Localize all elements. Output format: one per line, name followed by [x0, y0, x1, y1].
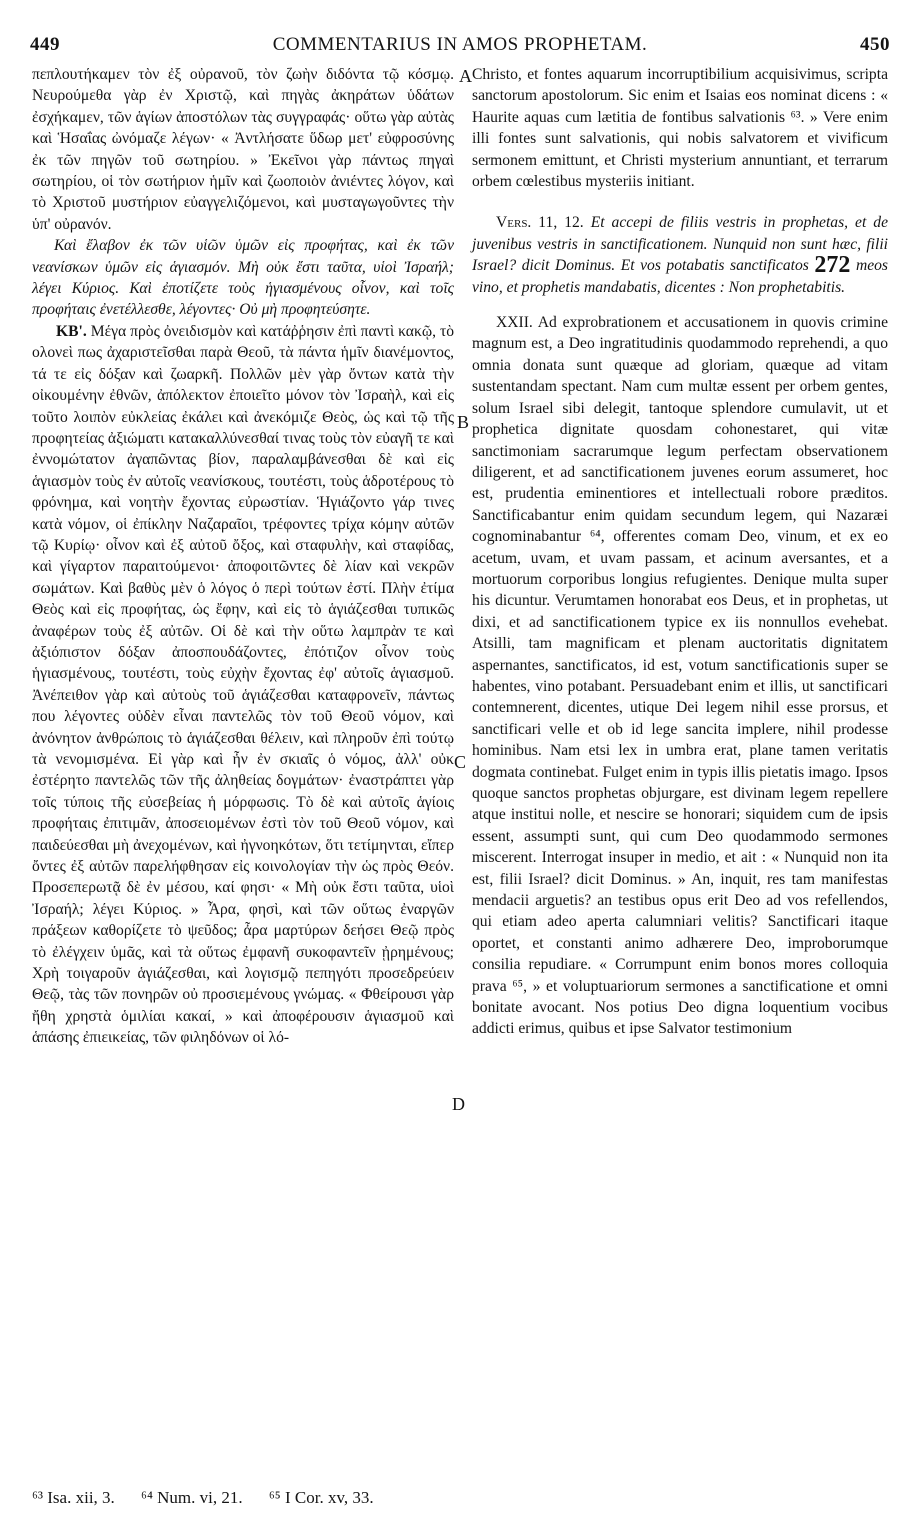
- latin-verse-lemma: [472, 212, 888, 298]
- margin-marker-b: B: [457, 412, 470, 432]
- verse-text-b: meos vino, et prophetis mandabatis, dicentes : Non prophetabitis.: [472, 257, 888, 296]
- margin-marker-c: C: [454, 752, 467, 772]
- greek-section-number: ΚΒ'.: [56, 322, 87, 340]
- verse-text-a: Et accepi de filiis vestris in prophetas, et de juvenibus vestris in sanctificationem. Nunquid non sunt hæc, filii Israel? dicit Dominus. Et vos potabatis sanctificatos: [472, 214, 888, 275]
- latin-section-number: XXII.: [496, 314, 533, 332]
- greek-paragraph-2: [32, 321, 454, 1049]
- page-number-right: 450: [860, 34, 890, 55]
- footnote-63: ⁶³ Isa. xii, 3.: [32, 1488, 115, 1507]
- verse-label: Vers. 11, 12.: [496, 214, 584, 232]
- greek-lemma: Καὶ ἔλαβον ἐκ τῶν υἱῶν ὑμῶν εἰς προφήτας, καὶ ἐκ τῶν νεανίσκων ὑμῶν εἰς ἁγιασμόν. Μὴ οὐκ ἔστι ταῦτα, υἱοὶ Ἰσραήλ; λέγει Κύριος. Καὶ ἐποτίζετε τοὺς ἡγιασμένους οἶνον, καὶ τοῖς προφήταις ἐνετέλλεσθε, λέγοντες· Οὐ μὴ προφητεύσητε.: [32, 237, 454, 319]
- footnote-64: ⁶⁴ Num. vi, 21.: [141, 1488, 243, 1507]
- greek-paragraph-2-text: Μέγα πρὸς ὀνειδισμὸν καὶ κατάῤῥησιν ἐπὶ παντὶ κακῷ, τὸ ολονεὶ πως ἀχαριστεῖσθαι παρὰ Θεοῦ, τὰ πάντα ἡμῖν διανέμοντος, τά τε εἰς δόξαν καὶ ζωαρκῆ. Πολλῶν μὲν γὰρ ὄντων κατὰ τὴν οἰκουμένην ἐθνῶν, ἀπόλεκτον ἐποιεῖτο μόνον τὸν Ἰσραὴλ, καὶ εἰς τοῦτο λοιπὸν εὐκλείας ἐκάλει καὶ ἀνεκόμιζε Θεὸς, ὡς καὶ τῷ τῆς προφητείας ἀξιώματι κατακαλλύνεσθαί τινας τοὺς τὸν εὐαγῆ τε καὶ ἐννομώτατον ἀγαπῶντας βίον, παραλαμβάνεσθαι δὲ καὶ εἰς ἁγιασμὸν τοὺς ἐν αὐτοῖς νεανίσκους, τουτέστι, τοὺς ἁδροτέρους τὸ φρόνημα, καὶ νοητὴν ἔχοντας εὐρωστίαν. Ἡγιάζοντο γάρ τινες κατὰ νόμον, οἱ ἐπίκλην Ναζαραῖοι, τρέφοντες τρίχα κόμην αὐτῶν τῷ Κυρίῳ· οἶνον καὶ ἐξ αὐτοῦ ὄξος, καὶ σταφυλὴν, καὶ σταφίδας, καὶ γίγαρτον παραιτούμενοι· ἀποφοιτῶντες δὲ λίαν καὶ νεκρῶν σωμάτων. Καὶ βαθὺς μὲν ὁ λόγος ὁ περὶ τούτων ἐστί. Πλὴν ἐτίμα Θεὸς καὶ εἰς προφήτας, ὡς ἔφην, καὶ εἰς τὸ ἁγιάζεσθαι τυπικῶς ἀναφέρων τοὺς ἐξ αὐτῶν. Οἱ δὲ καὶ τὴν οὕτω λαμπρὰν τε καὶ ἀξιόπιστον δόξαν ἀποσπουδάζοντες, ἐπότιζον οἶνον τοὺς ἡγιασμένους, τουτέστι, τοὺς εὐχὴν ἔχοντας ἐφ' αὐτοῖς ἁγιασμοῦ. Ἀνέπειθον γὰρ καὶ αὐτοὺς τοῦ ἁγιάζεσθαι καταφρονεῖν, πάντως που λέγοντες οὐδὲν εἶναι παντελῶς τὸν τοῦ Θεοῦ νόμον, καὶ ἀνόνητον ἀνθρώποις τὸ ἁγιάζεσθαι θέλειν, καὶ πληροῦν ἐπὶ τούτῳ τὰ νενομισμένα. Εἰ γὰρ καὶ ἦν ἐν σκιαῖς ὁ νόμος, ἀλλ' οὐκ ἐστέρητο παντελῶς τῶν τῆς ἀληθείας δογμάτων· ἐναστράπτει γὰρ τοῖς τύποις τῆς εὐσεβείας ἡ μόρφωσις. Τὸ δὲ καὶ αὐτοῖς ἁγίοις προφήταις ἐπιτιμᾶν, ἀποσειομένων ἐστὶ τὸν τοῦ Θεοῦ νόμον, καὶ παιδεύεσθαι μὴ ἀνεχομένων, καὶ ἠγνοηκότων, ὅτι τετίμηνται, εἴπερ ὄντες ἐξ αὐτῶν παρελήφθησαν εἰς κοινολογίαν τὴν ὡς πρὸς Θεόν. Προσεπερωτᾷ δὲ ἐν μέσου, καί φησι· « Μὴ οὐκ ἔστι ταῦτα, υἱοὶ Ἰσραήλ; λέγει Κύριος. » Ἆρα, φησὶ, καὶ τῶν οὕτως ἐναργῶν πράξεων καθορίζετε τὸ ψεῦδος; ἆρα μαρτύρων δεήσει Θεῷ πρὸς τὸ ἐλέγχειν ὑμᾶς, καὶ τὰ οὕτως ἐμφανῆ συκοφαντεῖν ᾐρημένους; Χρὴ τοιγαροῦν ἁγιάζεσθαι, καὶ λογισμῷ πεπηγότι προσεδρεύειν Θεῷ, τὰς τῶν πονηρῶν οὐ προσιεμένους γνώμας. « Φθείρουσι γὰρ ἤθη χρηστὰ ὁμιλίαι κακαί, » καὶ ἀποφέρουσιν ἁγιασμοῦ καὶ ἁπάσης ἐπιεικείας, τῶν φιληδόνων οἱ λό-: [32, 322, 455, 1047]
- margin-marker-d: D: [452, 1094, 465, 1114]
- latin-paragraph-2-text: Ad exprobrationem et accusationem in quovis crimine magnum est, a Deo ingratitudinis quodammodo reprehendi, a quo omnia donata sunt quæque ad gloriam, quæque ad vitam sustentandam spectant. Nam cum multæ essent per orbem gentes, solum Israel sibi delegit, tantoque splendore cumulavit, ut et prophetica dignitate quosdam cohonestaret, qui vitæ sanctimoniam sacrarumque legum perfectam observationem diligerent, et ad sanctificationem juvenes eorum assumeret, hoc est, prudentia eminentiores et intellectuali robore præditos. Sanctificabantur enim quidam secundum legem, qui Nazaræi cognominabantur ⁶⁴, offerentes comam Deo, vinum, et ex eo acetum, uvam, et uvam passam, et acinum aversantes, et a mortuorum corporibus longius refugientes. Denique multa super his dicuntur. Verumtamen honorabat eos Deus, et in prophetas, ut dixi, et ad sanctificationem typice ex iis nonnullos evehebat. Atsilli, tam magnificam et plenam auctoritatis dignitatem aspernantes, sanctificatos, id est, votum sanctificationis super se habentes, vino potabant. Persuadebant enim et illis, ut sanctificari contemnerent, dicentes, utique Dei legem nihil esse prorsus, et sanctificari velle et ob id lege sancita implere, nihil prodesse hominibus. Nam etsi lex in umbra erat, plane tamen veritatis dogmata continebat. Fulget enim in typis illis pietatis imago. Ipsos quoque sanctos prophetas objurgare, est divinam legem repellere atque institui nolle, et nescire se honorari; siquidem cum de ipsis essent, assumpti sunt, qui cum Deo quodammodo sermones miscerent. Interrogat insuper in medio, et ait : « Nunquid non ita est, filii Israel? dicit Dominus. » An, inquit, res tam manifestas mendacii arguetis? an testibus opus erit Deo ad vos refellendos, qui etiam adeo aperta calumniari velitis? Sanctificari itaque oportet, et constanti animo adhærere Deo, improborumque consilia repudiare. « Corrumpunt enim bonos mores colloquia prava ⁶⁵, » et voluptuariorum sermones a sanctificatione et omni bonitate avocant. Nos potius Deo digna loquentium vocibus addicti erimus, quibus et ipse Salvator testimonium: [472, 314, 888, 1038]
- greek-paragraph-1: πεπλουτήκαμεν τὸν ἐξ οὐρανοῦ, τὸν ζωὴν διδόντα τῷ κόσμῳ. Νευρούμεθα γὰρ ἐν Χριστῷ, καὶ πηγὰς ἀκηράτων ὑδάτων ἐσχήκαμεν, τῶν ἁγίων ἀποστόλων τὰς συγγραφάς· οὕτω γὰρ αὐτὰς καὶ Ἡσαΐας ὠνόμαζε λέγων· « Ἀντλήσατε ὕδωρ μετ' εὐφροσύνης ἐκ τῶν πηγῶν τοῦ σωτηρίου. » Ἐκεῖνοι γὰρ πάντως πηγαὶ σωτηρίου, οἱ τὸν σωτήριον ἡμῖν καὶ ζωοποιὸν ἀνιέντες λόγον, καὶ τὸ Χριστοῦ μυστήριον εὐαγγελιζόμενοι, καὶ μυσταγωγοῦντες τὴν ὑπ' οὐρανόν.: [32, 66, 454, 233]
- page-header: [30, 28, 890, 56]
- page-number-left: 449: [30, 34, 60, 55]
- margin-marker-a: A: [459, 66, 472, 86]
- latin-paragraph-2: [472, 312, 888, 1040]
- latin-paragraph-1: Christo, et fontes aquarum incorruptibilium acquisivimus, scripta sanctorum apostolorum. Sic enim et Isaias eos nominat dicens : « Haurite aquas cum lætitia de fontibus salvationis ⁶³. » Vere enim illi fontes sunt salvationis, qui nobis salvatorem et vivificum sermonem emittunt, et Christi mysterium annuntiant, et terrarum orbem cœlestibus mysteriis initiant.: [472, 66, 888, 191]
- footnote-65: ⁶⁵ I Cor. xv, 33.: [268, 1488, 374, 1507]
- column-number: 272: [814, 252, 851, 279]
- footnotes: [32, 1488, 552, 1508]
- greek-column: [32, 64, 454, 1049]
- latin-column: [472, 64, 888, 1040]
- running-title: COMMENTARIUS IN AMOS PROPHETAM.: [272, 34, 648, 55]
